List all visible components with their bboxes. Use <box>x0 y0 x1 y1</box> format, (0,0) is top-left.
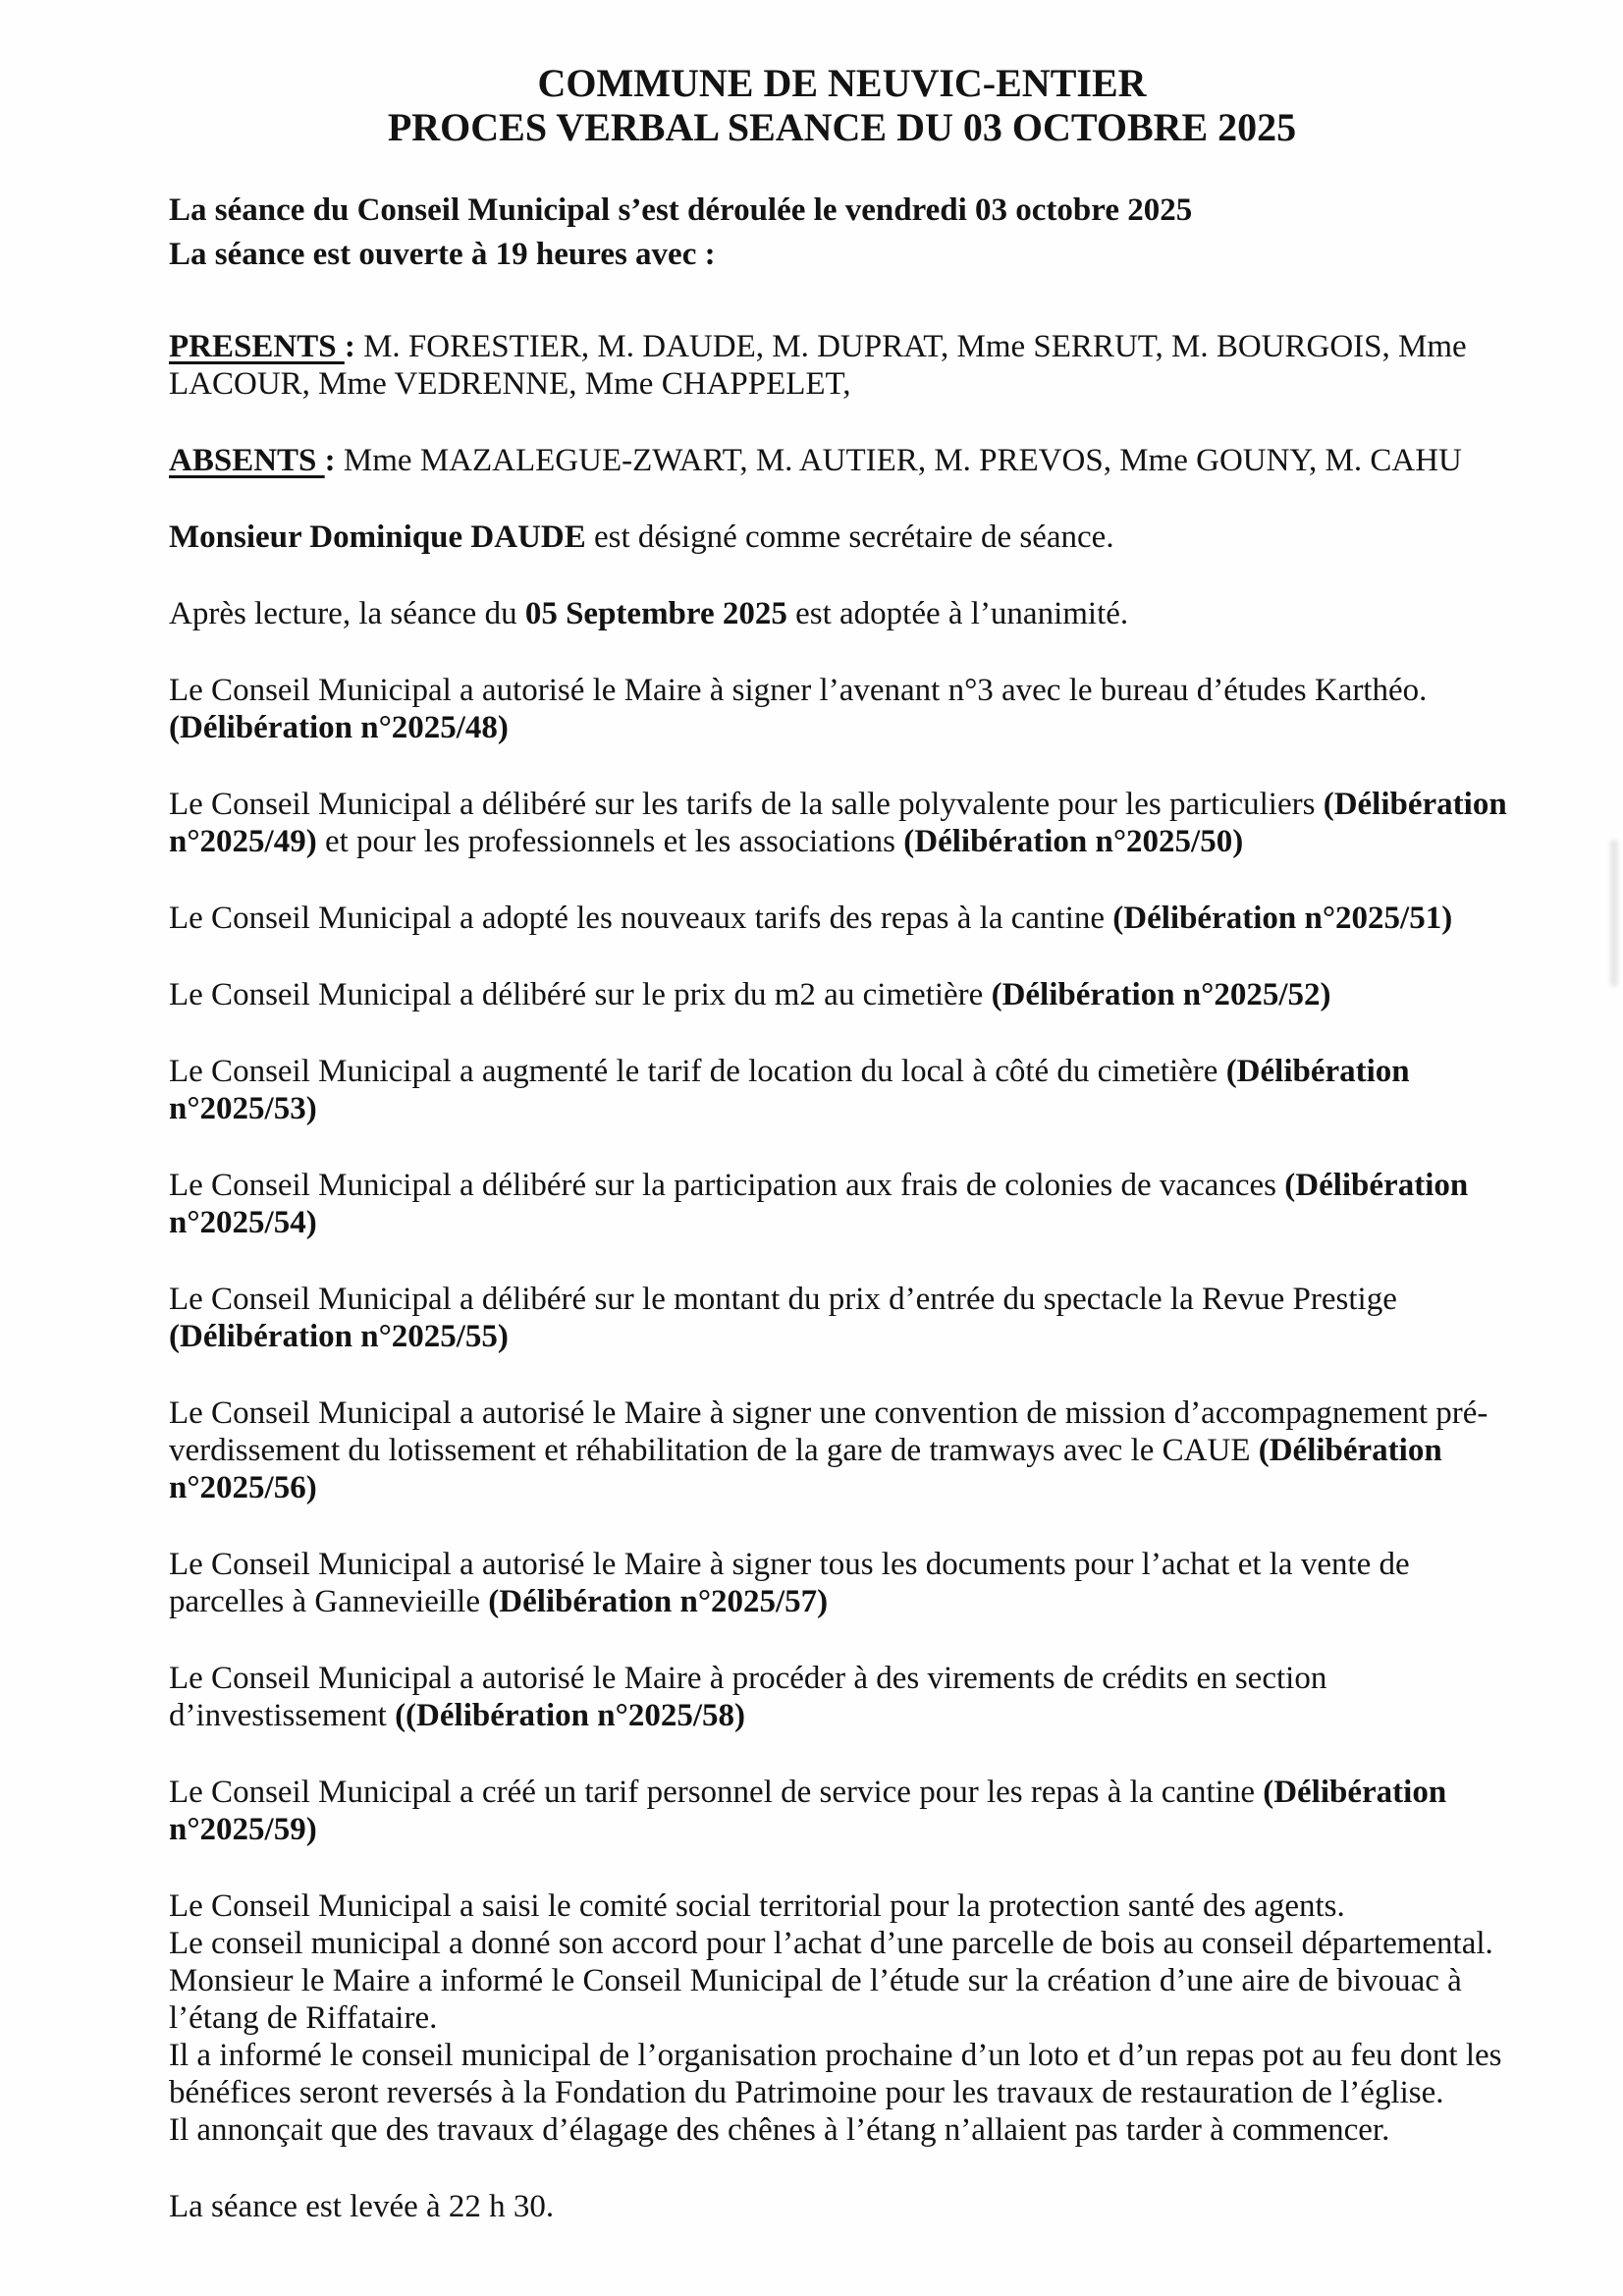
deliberation-paragraph-52 <box>169 976 1515 1013</box>
presents-colon: : <box>344 329 355 364</box>
deliberation-paragraph-54 <box>169 1167 1515 1241</box>
deliberation-text: Le Conseil Municipal a délibéré sur le prix du m2 au cimetière <box>169 977 992 1012</box>
secretary-text: est désigné comme secrétaire de séance. <box>585 519 1114 555</box>
deliberation-ref: ((Délibération n°2025/58) <box>395 1698 745 1733</box>
approval-paragraph <box>169 595 1515 632</box>
deliberation-ref: (Délibération n°2025/49) <box>169 787 1507 859</box>
approval-pre: Après lecture, la séance du <box>169 596 525 631</box>
deliberation-paragraph-57 <box>169 1546 1515 1620</box>
document-title-line2: PROCES VERBAL SEANCE DU 03 OCTOBRE 2025 <box>387 105 1297 149</box>
deliberation-text: Le Conseil Municipal a créé un tarif personnel de service pour les repas à la cantine <box>169 1775 1264 1810</box>
deliberation-text: Le Conseil Municipal a autorisé le Maire à signer une convention de mission d’accompagnement pré-verdissement du lotissement et réhabilitation de la gare de tramways avec le CAUE <box>169 1395 1488 1468</box>
deliberation-paragraph-56 <box>169 1394 1515 1506</box>
deliberation-paragraph-49-50 <box>169 786 1515 860</box>
notes-block <box>169 1887 1515 2149</box>
deliberation-paragraph-53 <box>169 1053 1515 1127</box>
deliberation-ref: (Délibération n°2025/53) <box>169 1054 1410 1126</box>
note-line-3: Monsieur le Maire a informé le Conseil Municipal de l’étude sur la création d’une aire de bivouac à l’étang de Riffataire. <box>169 1963 1462 2036</box>
approval-date: 05 Septembre 2025 <box>524 596 787 631</box>
deliberation-text: Le Conseil Municipal a augmenté le tarif de location du local à côté du cimetière <box>169 1054 1226 1089</box>
scan-artifact <box>1610 840 1618 987</box>
note-line-5: Il annonçait que des travaux d’élagage des chênes à l’étang n’allaient pas tarder à commencer. <box>169 2112 1390 2148</box>
deliberation-text: Le Conseil Municipal a délibéré sur les tarifs de la salle polyvalente pour les particuliers <box>169 787 1324 822</box>
intro-line-1: La séance du Conseil Municipal s’est déroulée le vendredi 03 octobre 2025 <box>169 192 1193 228</box>
approval-post: est adoptée à l’unanimité. <box>786 596 1129 631</box>
intro-line-2: La séance est ouverte à 19 heures avec : <box>169 237 716 272</box>
deliberation-ref: (Délibération n°2025/55) <box>169 1319 509 1354</box>
document-title <box>169 61 1515 149</box>
deliberation-paragraph-48 <box>169 672 1515 746</box>
deliberation-paragraph-59 <box>169 1774 1515 1848</box>
deliberation-ref: (Délibération n°2025/50) <box>903 824 1244 859</box>
note-line-1: Le Conseil Municipal a saisi le comité social territorial pour la protection santé des agents. <box>169 1888 1345 1924</box>
note-line-2: Le conseil municipal a donné son accord pour l’achat d’une parcelle de bois au conseil départemental. <box>169 1926 1493 1961</box>
deliberation-ref: (Délibération n°2025/57) <box>488 1584 829 1619</box>
deliberation-ref: (Délibération n°2025/59) <box>169 1775 1447 1847</box>
deliberation-text: Le Conseil Municipal a adopté les nouveaux tarifs des repas à la cantine <box>169 901 1113 936</box>
absents-label: ABSENTS <box>169 443 325 478</box>
intro-block <box>169 189 1515 277</box>
deliberation-paragraph-58 <box>169 1660 1515 1734</box>
note-line-4: Il a informé le conseil municipal de l’organisation prochaine d’un loto et d’un repas pot au feu dont les bénéfices seront reversés à la Fondation du Patrimoine pour les travaux de restauration de l’église. <box>169 2038 1502 2110</box>
deliberation-text: Le Conseil Municipal a délibéré sur la participation aux frais de colonies de vacances <box>169 1168 1285 1203</box>
deliberation-text: Le Conseil Municipal a délibéré sur le montant du prix d’entrée du spectacle la Revue Prestige <box>169 1282 1397 1317</box>
deliberation-ref: (Délibération n°2025/54) <box>169 1168 1469 1240</box>
deliberation-paragraph-51 <box>169 900 1515 937</box>
deliberation-text: Le Conseil Municipal a autorisé le Maire à signer l’avenant n°3 avec le bureau d’études Karthéo. <box>169 673 1428 708</box>
deliberation-ref: (Délibération n°2025/48) <box>169 710 509 745</box>
deliberation-text: Le Conseil Municipal a autorisé le Maire à procéder à des virements de crédits en section d’investissement <box>169 1661 1327 1733</box>
absents-colon: : <box>324 443 336 478</box>
presents-paragraph <box>169 328 1515 403</box>
deliberation-text: Le Conseil Municipal a autorisé le Maire à signer tous les documents pour l’achat et la vente de parcelles à Gannevieille <box>169 1547 1410 1619</box>
deliberation-text: et pour les professionnels et les associations <box>316 824 904 859</box>
deliberation-ref: (Délibération n°2025/52) <box>991 977 1331 1012</box>
deliberation-paragraph-55 <box>169 1281 1515 1355</box>
absents-paragraph <box>169 442 1515 479</box>
presents-names: M. FORESTIER, M. DAUDE, M. DUPRAT, Mme SERRUT, M. BOURGOIS, Mme LACOUR, Mme VEDRENNE, Mme CHAPPELET, <box>169 329 1467 402</box>
deliberation-ref: (Délibération n°2025/51) <box>1112 901 1453 936</box>
presents-label: PRESENTS <box>169 329 345 364</box>
absents-names: Mme MAZALEGUE-ZWART, M. AUTIER, M. PREVOS, Mme GOUNY, M. CAHU <box>335 443 1462 478</box>
secretary-paragraph <box>169 519 1515 556</box>
secretary-name: Monsieur Dominique DAUDE <box>169 519 586 555</box>
deliberation-ref: (Délibération n°2025/56) <box>169 1433 1442 1505</box>
closing-paragraph: La séance est levée à 22 h 30. <box>169 2189 555 2224</box>
document-title-line1: COMMUNE DE NEUVIC-ENTIER <box>537 61 1147 105</box>
